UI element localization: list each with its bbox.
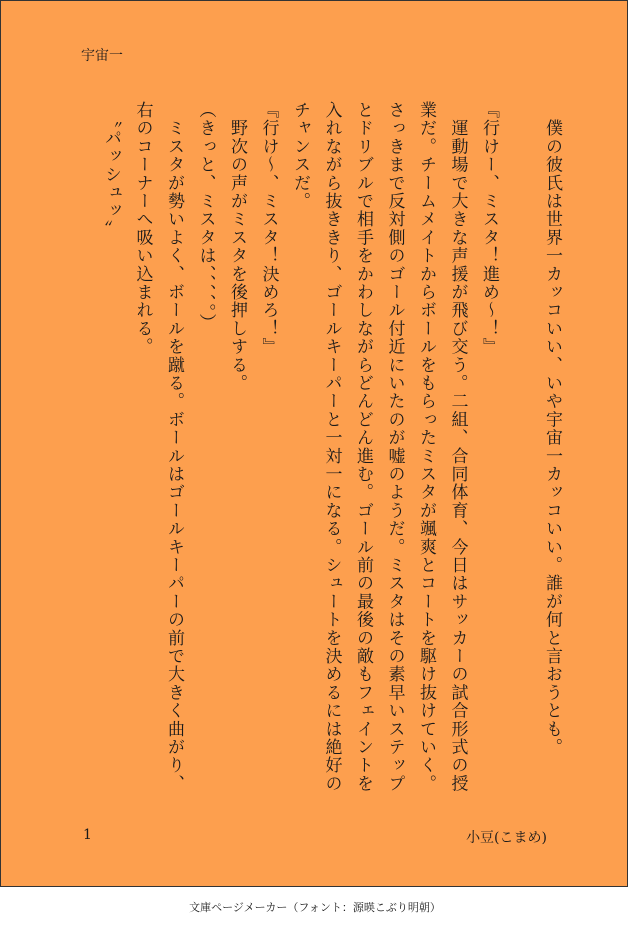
paragraph: 野次の声がミスタを後押しする。 [227,101,247,393]
body-text [77,101,567,801]
paragraph: 〝パッシュッ〟 [101,101,121,239]
page-number: 1 [83,827,92,843]
paragraph: 僕の彼氏は世界一カッコいい、いや宇宙一カッコいい。誰が何と言おうとも。 [542,101,562,757]
paragraph: ミスタが勢いよく、ボールを蹴る。ボールはゴールキーパーの前で大きく曲がり、右のコーナーへ吸い込まれる。 [132,101,184,793]
paragraph [504,101,536,801]
paragraph: 『行け～、ミスタ！決めろ！』 [258,101,279,356]
paragraph: 『行けー、ミスタ！進め～！』 [479,101,499,356]
paragraph: （きっと、ミスタは、、、、。） [195,101,216,332]
running-title: 宇宙一 [81,48,123,64]
author-name: 小豆(こまめ) [466,830,547,846]
paragraph: 運動場で大きな声援が飛び交う。二組、合同体育、今日はサッカーの試合形式の授業だ。チームメイトからボールをもらったミスタが颯爽とコートを駆け抜けていく。さっきまで反対側のゴール付近にいたのが嘘のようだ。ミスタはその素早いステップとドリブルで相手をかわしながらどんどん進む。ゴール前の最後の敵もフェイントを入れながら抜ききり、ゴールキーパーと一対一になる。シュートを決めるには絶好のチャンスだ。 [290,101,468,793]
footer-credit: 文庫ページメーカー（フォント：源暎こぶり明朝） [189,901,441,914]
